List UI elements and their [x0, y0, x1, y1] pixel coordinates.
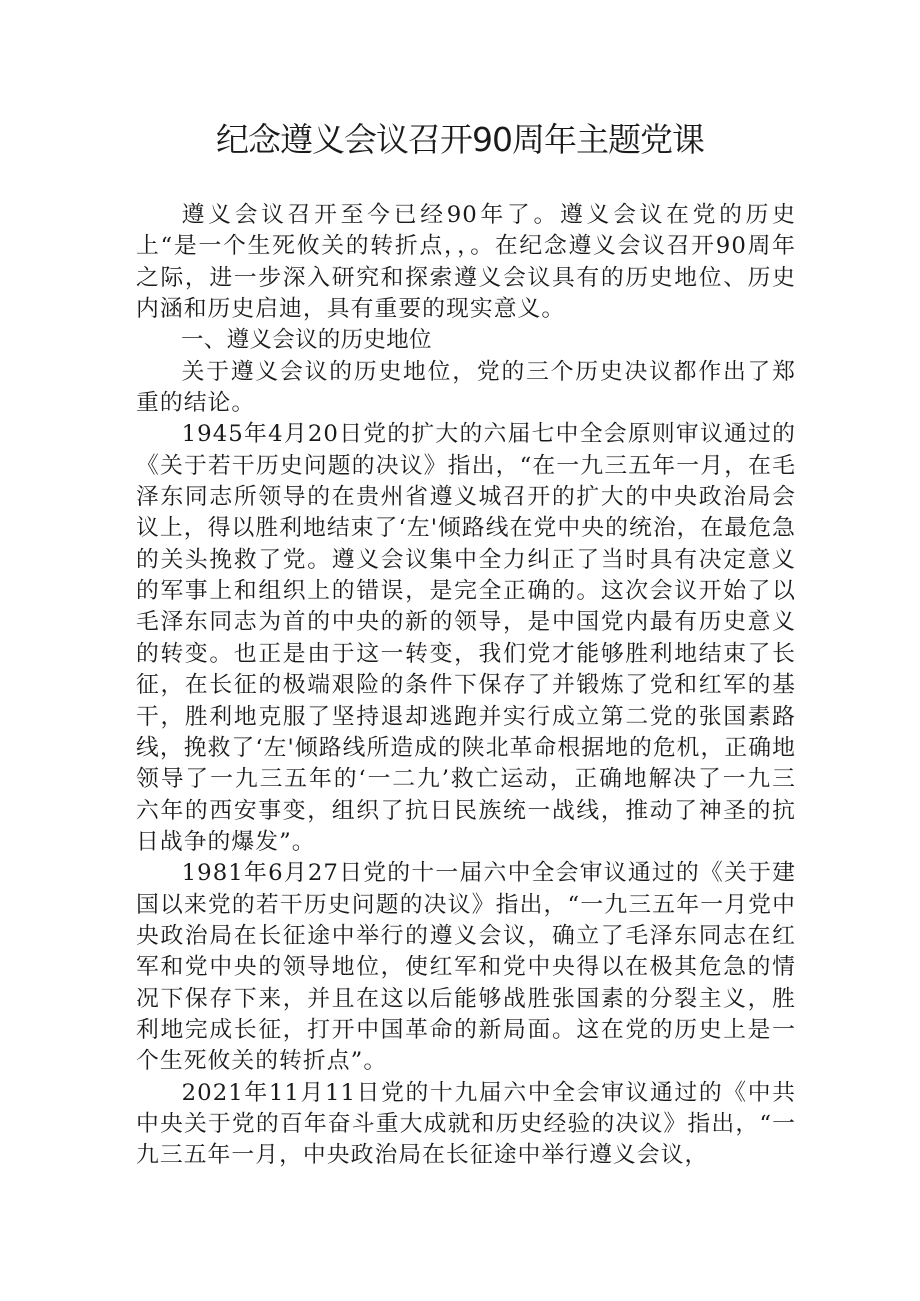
paragraph-1981-resolution: 1981年6月27日党的十一届六中全会审议通过的《关于建国以来党的若干历史问题的决议》指出，“一九三五年一月党中央政治局在长征途中举行的遵义会议，确立了毛泽东同志在红军和党中央的领导地位，使红军和党中央得以在极其危急的情况下保存下来，并且在这以后能够战胜张国素的分裂主义，胜利地完成长征，打开中国革命的新局面。这在党的历史上是一个生死攸关的转折点”。 — [136, 860, 796, 1075]
section-heading: 一、遵义会议的历史地位 — [181, 327, 432, 354]
intro-paragraph: 遵义会议召开至今已经90年了。遵义会议在党的历史上“是一个生死攸关的转折点，，。在纪念遵义会议召开90周年之际，进一步深入研究和探索遵义会议具有的历史地位、历史内涵和历史启迪，具有重要的现实意义。 — [136, 202, 796, 323]
document-title: 纪念遵义会议召开90周年主题党课 — [216, 120, 704, 159]
document-body — [136, 200, 796, 1172]
paragraph-2021-resolution: 2021年11月11日党的十九届六中全会审议通过的《中共中央关于党的百年奋斗重大成就和历史经验的决议》指出，“一九三五年一月，中央政治局在长征途中举行遵义会议， — [136, 1079, 796, 1169]
paragraph-conclusion: 关于遵义会议的历史地位，党的三个历史决议都作出了郑重的结论。 — [136, 358, 796, 417]
paragraph-1945-resolution: 1945年4月20日党的扩大的六届七中全会原则审议通过的《关于若干历史问题的决议》指出，“在一九三五年一月，在毛泽东同志所领导的在贵州省遵义城召开的扩大的中央政治局会议上，得以胜利地结束了‘左'倾路线在党中央的统治，在最危急的关头挽救了党。遵义会议集中全力纠正了当时具有决定意义的军事上和组织上的错误，是完全正确的。这次会议开始了以毛泽东同志为首的中央的新的领导，是中国党内最有历史意义的转变。也正是由于这一转变，我们党才能够胜利地结束了长征，在长征的极端艰险的条件下保存了并锻炼了党和红军的基干，胜利地克服了坚持退却逃跑并实行成立第二党的张国素路线，挽救了‘左'倾路线所造成的陕北革命根据地的危机，正确地领导了一九三五年的‘一二九’救亡运动，正确地解决了一九三六年的西安事变，组织了抗日民族统一战线，推动了神圣的抗日战争的爆发”。 — [136, 421, 796, 855]
